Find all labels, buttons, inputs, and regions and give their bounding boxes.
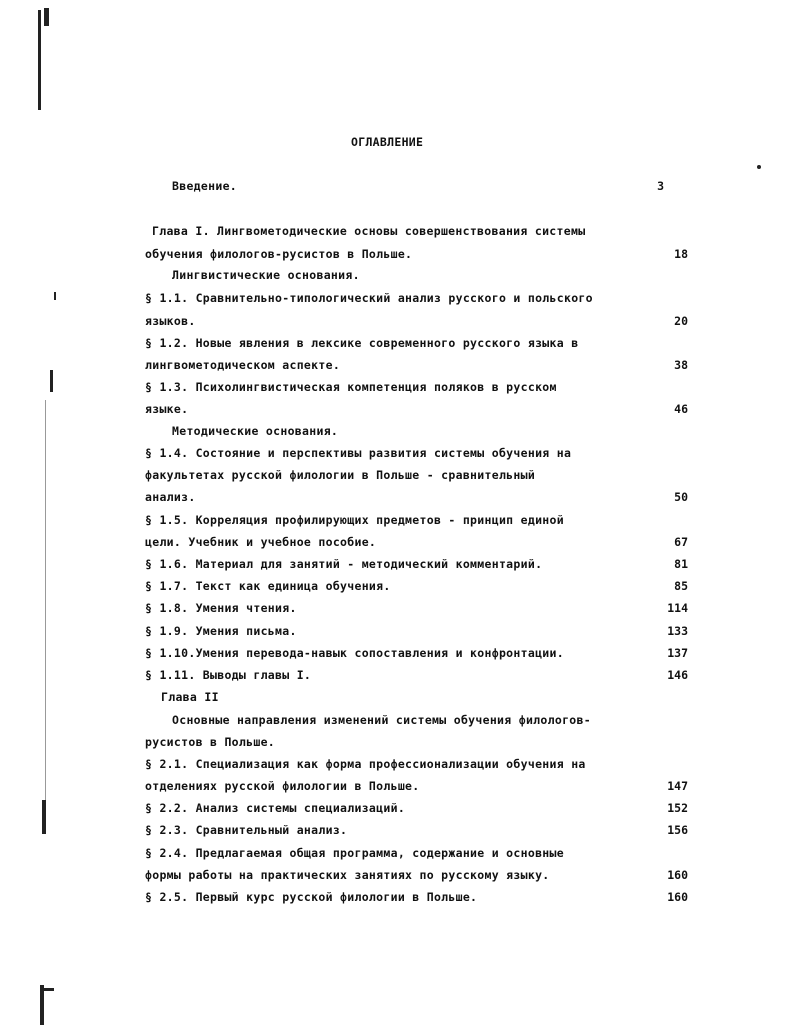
page-number: 50 [674,490,688,504]
scan-artifact [40,985,44,1025]
toc-entry: § 2.4. Предлагаемая общая программа, содержание и основные [145,846,564,860]
section-heading: Лингвистические основания. [172,268,360,282]
toc-entry-chapter-2-desc: Основные направления изменений системы обучения филологов- [172,713,591,727]
toc-entry: § 1.9. Умения письма. [145,624,297,638]
page-number: 67 [674,535,688,549]
toc-entry: § 1.11. Выводы главы I. [145,668,312,682]
scan-artifact [44,988,54,991]
page-number: 146 [667,668,688,682]
page-number: 46 [674,402,688,416]
page-number: 160 [667,868,688,882]
page-number: 147 [667,779,688,793]
toc-entry: § 1.5. Корреляция профилирующих предметов - принцип единой [145,513,564,527]
toc-entry: § 2.3. Сравнительный анализ. [145,823,348,837]
toc-entry-cont: отделениях русской филологии в Польше. [145,779,420,793]
toc-entry-chapter-1: Глава I. Лингвометодические основы совершенствования системы [152,224,586,238]
scan-artifact [38,10,41,110]
page-number: 152 [667,801,688,815]
toc-entry: § 2.1. Специализация как форма профессионализации обучения на [145,757,586,771]
page-number: 156 [667,823,688,837]
scan-artifact [45,400,46,820]
page-number: 3 [657,179,664,193]
scan-artifact [44,8,49,26]
page-number: 133 [667,624,688,638]
page-number: 18 [674,247,688,261]
page-number: 81 [674,557,688,571]
page-number: 160 [667,890,688,904]
toc-entry-cont: языков. [145,314,196,328]
toc-entry-chapter-1-cont: обучения филологов-русистов в Польше. [145,247,413,261]
toc-entry: § 2.2. Анализ системы специализаций. [145,801,406,815]
toc-entry-cont: лингвометодическом аспекте. [145,358,341,372]
toc-entry: § 1.7. Текст как единица обучения. [145,579,391,593]
scan-artifact [757,165,761,169]
toc-entry-chapter-2: Глава II [161,690,219,704]
section-heading: Методические основания. [172,424,339,438]
page-number: 114 [667,601,688,615]
page-number: 38 [674,358,688,372]
toc-entry-cont: анализ. [145,490,196,504]
page-number: 20 [674,314,688,328]
toc-entry-cont: языке. [145,402,189,416]
scan-artifact [50,370,53,392]
toc-entry-cont: факультетах русской филологии в Польше - сравнительный [145,468,536,482]
toc-entry: § 1.6. Материал для занятий - методический комментарий. [145,557,543,571]
toc-entry-intro: Введение. [172,179,238,193]
toc-entry: § 1.8. Умения чтения. [145,601,297,615]
toc-entry: § 1.2. Новые явления в лексике современного русского языка в [145,336,579,350]
page-title: ОГЛАВЛЕНИЕ [351,135,424,149]
page-number: 85 [674,579,688,593]
toc-entry-cont: цели. Учебник и учебное пособие. [145,535,377,549]
toc-entry: § 1.3. Психолингвистическая компетенция поляков в русском [145,380,557,394]
toc-entry: § 1.4. Состояние и перспективы развития системы обучения на [145,446,572,460]
toc-entry-chapter-2-desc-cont: русистов в Польше. [145,735,276,749]
toc-entry: § 2.5. Первый курс русской филологии в Польше. [145,890,478,904]
page-number: 137 [667,646,688,660]
toc-entry: § 1.10.Умения перевода-навык сопоставления и конфронтации. [145,646,564,660]
toc-entry: § 1.1. Сравнительно-типологический анализ русского и польского [145,291,593,305]
scan-artifact [42,800,46,834]
scan-artifact [54,292,56,300]
toc-entry-cont: формы работы на практических занятиях по русскому языку. [145,868,550,882]
